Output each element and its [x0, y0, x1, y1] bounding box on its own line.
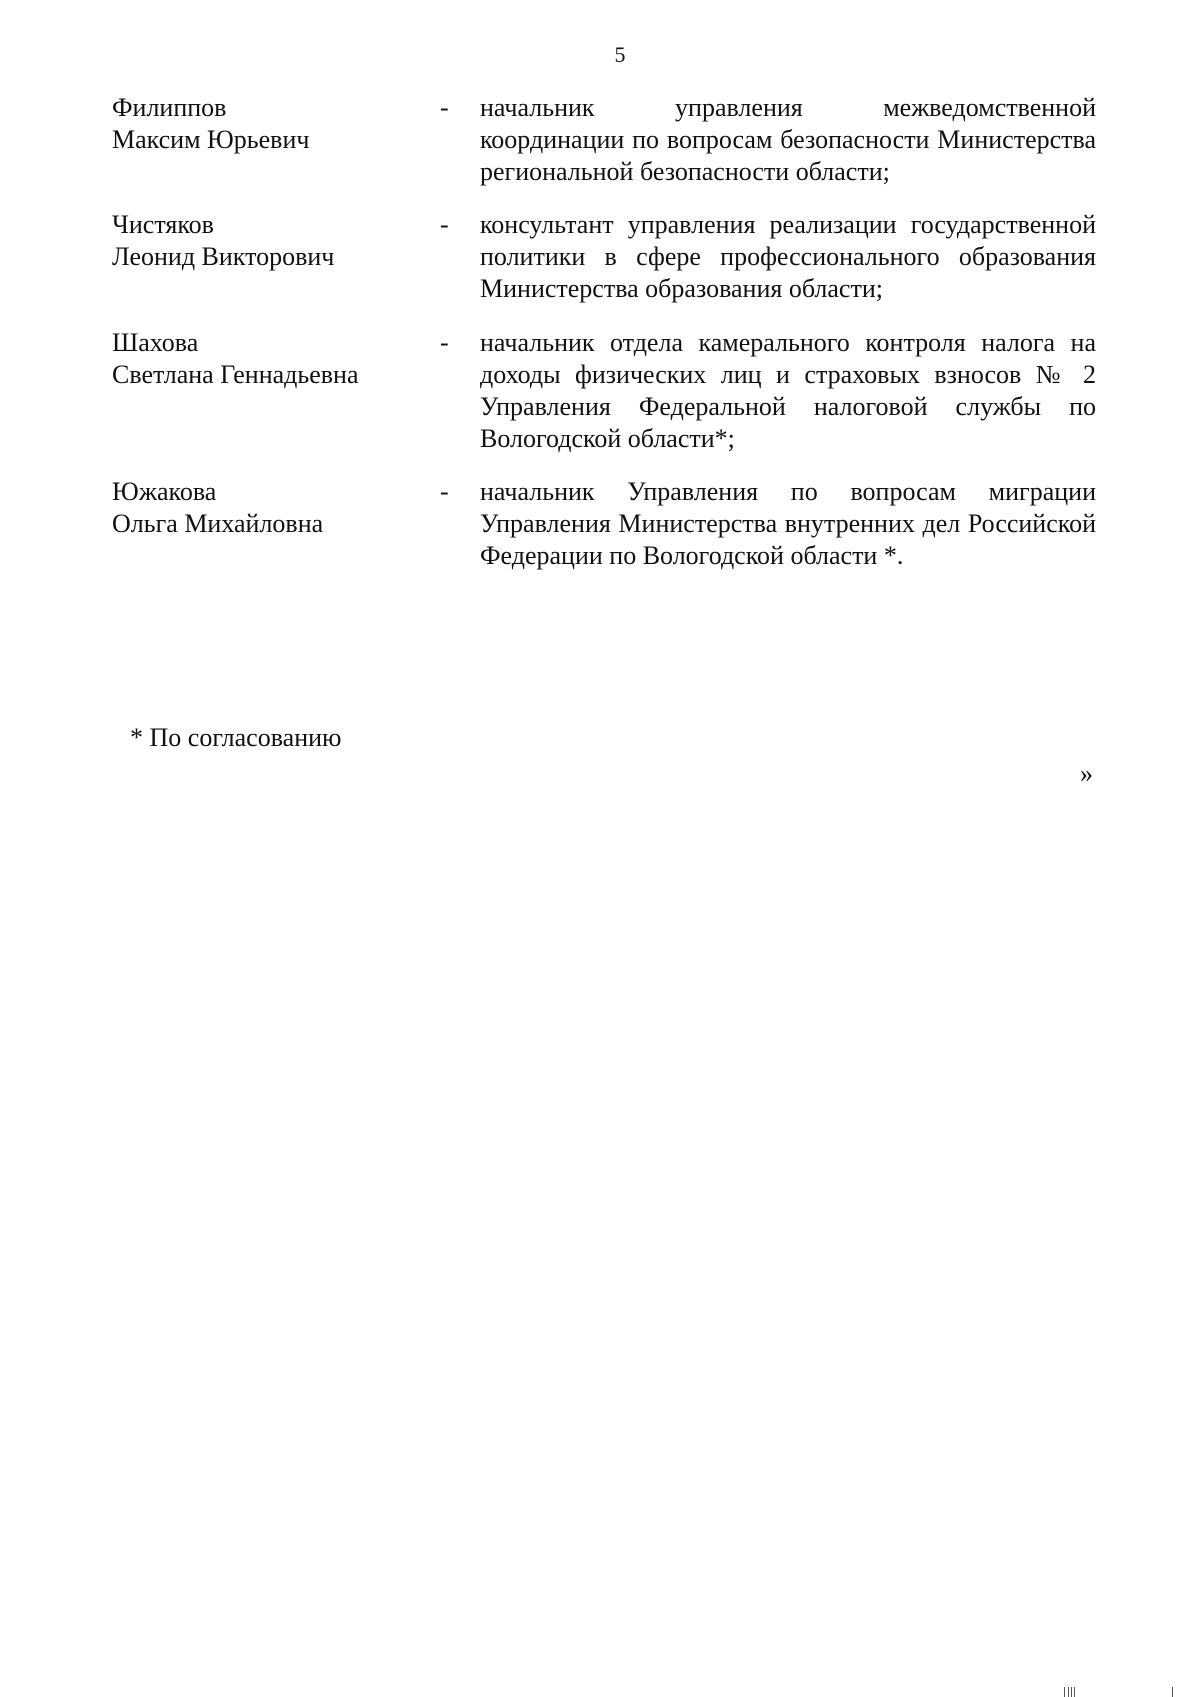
scan-tick — [1071, 1687, 1072, 1697]
closing-quote: » — [1080, 759, 1093, 788]
member-position: консультант управления реализации государственной политики в сфере профессионального образования Министерства образования области; — [480, 210, 1096, 303]
member-surname: Филиппов — [112, 93, 227, 122]
scan-tick — [1068, 1687, 1069, 1697]
scan-tick — [1074, 1687, 1075, 1697]
member-name — [112, 476, 432, 540]
member-given-names: Максим Юрьевич — [112, 125, 310, 154]
member-dash: - — [440, 328, 449, 357]
member-surname: Чистяков — [112, 210, 214, 239]
member-row — [112, 209, 1112, 305]
member-given-names: Светлана Геннадьевна — [112, 360, 359, 389]
member-name — [112, 209, 432, 273]
member-dash: - — [440, 93, 449, 122]
member-surname: Шахова — [112, 328, 199, 357]
scan-tick — [1064, 1687, 1065, 1697]
member-surname: Южакова — [112, 477, 217, 506]
page-number: 5 — [614, 42, 626, 67]
footnote: * По согласованию — [130, 723, 342, 752]
member-given-names: Леонид Викторович — [112, 242, 335, 271]
member-name — [112, 327, 432, 391]
commission-members-list — [112, 92, 1112, 572]
member-row — [112, 92, 1112, 188]
member-position: начальник отдела камерального контроля налога на доходы физических лиц и страховых взносов № 2 Управления Федеральной налоговой службы по Вологодской области*; — [480, 328, 1096, 453]
member-position: начальник управления межведомственной координации по вопросам безопасности Министерства региональной безопасности области; — [480, 93, 1096, 186]
member-row — [112, 476, 1112, 572]
member-position: начальник Управления по вопросам миграции Управления Министерства внутренних дел Российской Федерации по Вологодской области *. — [480, 477, 1096, 570]
member-row — [112, 327, 1112, 455]
scan-marks — [1060, 1683, 1180, 1697]
member-name — [112, 92, 432, 156]
member-given-names: Ольга Михайловна — [112, 509, 324, 538]
member-dash: - — [440, 210, 449, 239]
member-dash: - — [440, 477, 449, 506]
scan-tick — [1172, 1687, 1173, 1697]
